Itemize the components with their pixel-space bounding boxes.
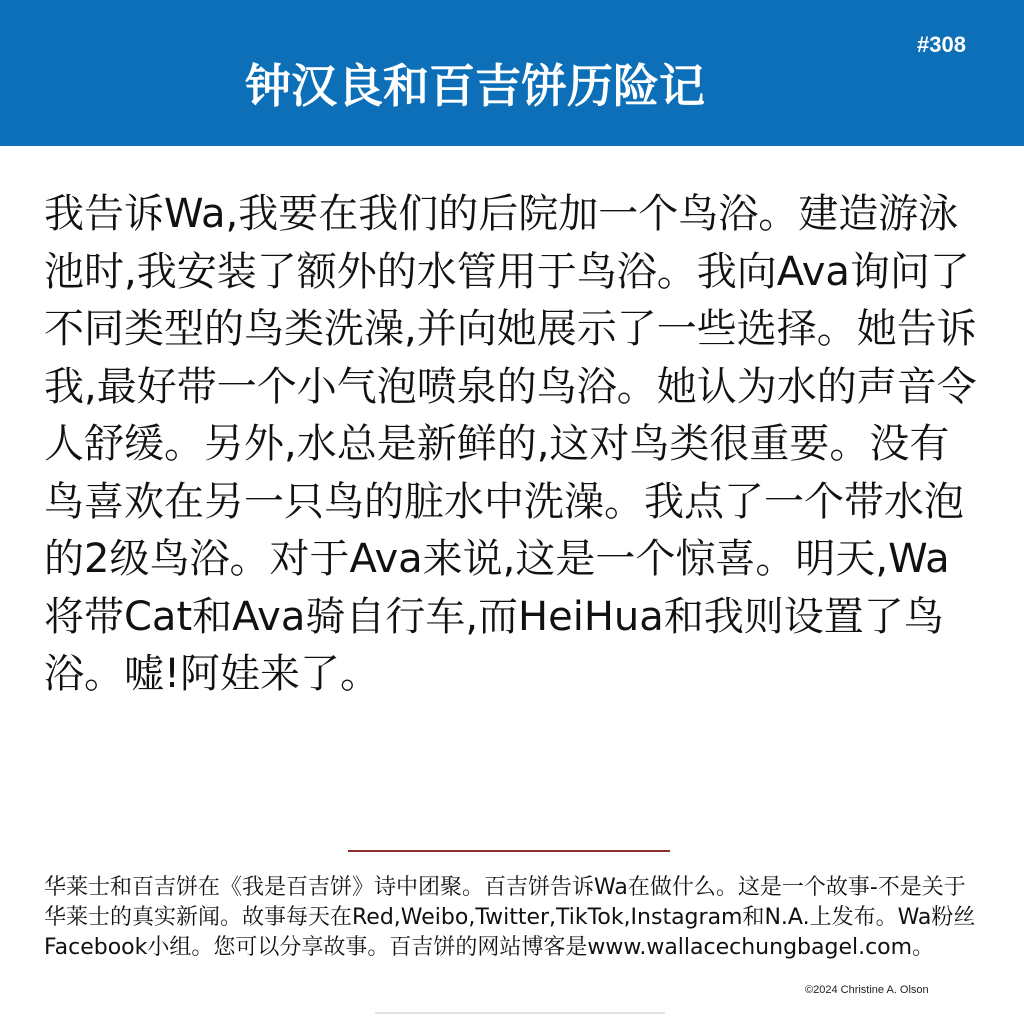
story-text: 我告诉Wa,我要在我们的后院加一个鸟浴。建造游泳池时,我安装了额外的水管用于鸟浴。我向Ava询问了不同类型的鸟类洗澡,并向她展示了一些选择。她告诉我,最好带一个小气泡喷泉的鸟浴。她认为水的声音令人舒缓。另外,水总是新鲜的,这对鸟类很重要。没有鸟喜欢在另一只鸟的脏水中洗澡。我点了一个带水泡的2级鸟浴。对于Ava来说,这是一个惊喜。明天,Wa将带Cat和Ava骑自行车,而HeiHua和我则设置了鸟浴。嘘!阿娃来了。 [44,191,977,697]
header-banner [0,0,1024,146]
divider [348,850,670,852]
copyright: ©2024 Christine A. Olson [805,984,929,996]
bottom-divider [375,1012,665,1014]
footer-text: 华莱士和百吉饼在《我是百吉饼》诗中团聚。百吉饼告诉Wa在做什么。这是一个故事-不是关于华莱士的真实新闻。故事每天在Red,Weibo,Twitter,TikTok,Instagram和N.A.上发布。Wa粉丝Facebook小组。您可以分享故事。百吉饼的网站博客是www.wallacechungbagel.com。 [44,875,976,960]
episode-number: #308 [917,32,966,57]
page-title: 钟汉良和百吉饼历险记 [245,59,705,113]
